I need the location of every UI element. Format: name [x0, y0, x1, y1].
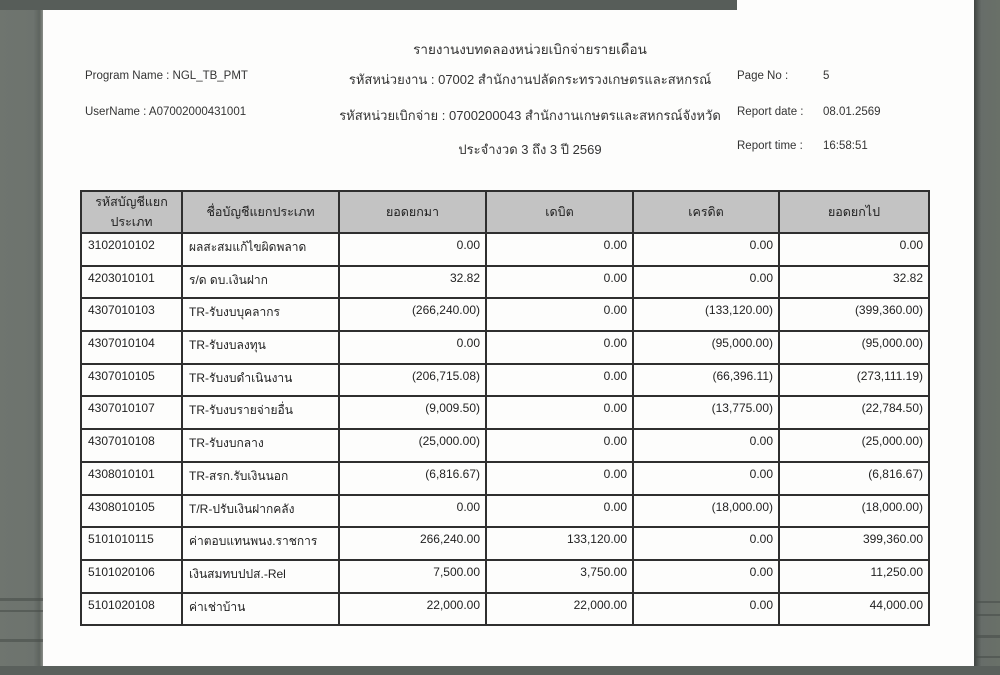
cell-credit: (13,775.00): [633, 396, 779, 429]
cell-balance-bf: 266,240.00: [339, 527, 486, 560]
header-balance-bf: ยอดยกมา: [339, 191, 486, 233]
program-name-line: Program Name : NGL_TB_PMT: [85, 70, 248, 82]
cell-account-code: 4307010108: [81, 429, 182, 462]
report-date-value: 08.01.2569: [823, 106, 881, 118]
cell-credit: 0.00: [633, 593, 779, 626]
cell-debit: 0.00: [486, 331, 633, 364]
scan-background-right: [974, 0, 1000, 675]
cell-credit: 0.00: [633, 266, 779, 299]
cell-credit: (133,120.00): [633, 298, 779, 331]
cell-balance-cf: (95,000.00): [779, 331, 929, 364]
cell-balance-cf: 0.00: [779, 233, 929, 266]
report-title: รายงานงบทดลองหน่วยเบิกจ่ายรายเดือน: [413, 42, 647, 57]
trial-balance-table: [80, 190, 930, 626]
username-line: UserName : A07002000431001: [85, 106, 247, 118]
header-debit: เดบิต: [486, 191, 633, 233]
cell-account-code: 4308010105: [81, 495, 182, 528]
cell-account-code: 3102010102: [81, 233, 182, 266]
report-time-value: 16:58:51: [823, 140, 868, 152]
cell-debit: 0.00: [486, 462, 633, 495]
scan-background-bottom: [0, 666, 1000, 675]
agency-code-line: รหัสหน่วยงาน : 07002 สำนักงานปลัดกระทรวงเกษตรและสหกรณ์: [348, 72, 712, 87]
scan-background-left: [0, 0, 43, 675]
cell-balance-cf: 44,000.00: [779, 593, 929, 626]
cell-debit: 133,120.00: [486, 527, 633, 560]
cell-credit: (66,396.11): [633, 364, 779, 397]
cell-account-name: ค่าเช่าบ้าน: [182, 593, 339, 626]
cell-balance-bf: 32.82: [339, 266, 486, 299]
cell-balance-bf: 7,500.00: [339, 560, 486, 593]
cell-balance-cf: (399,360.00): [779, 298, 929, 331]
trial-balance-table-container: [80, 190, 930, 626]
cell-account-code: 4307010103: [81, 298, 182, 331]
header-account-name: ชื่อบัญชีแยกประเภท: [182, 191, 339, 233]
header-balance-cf: ยอดยกไป: [779, 191, 929, 233]
page-no-value: 5: [823, 70, 830, 82]
cell-debit: 0.00: [486, 233, 633, 266]
table-row: [81, 298, 929, 331]
table-row: [81, 462, 929, 495]
report-time-label: Report time :: [737, 140, 803, 152]
cell-balance-bf: 22,000.00: [339, 593, 486, 626]
cell-account-name: T/R-ปรับเงินฝากคลัง: [182, 495, 339, 528]
scan-artifact: [974, 614, 1000, 616]
report-date-label: Report date :: [737, 106, 804, 118]
cell-debit: 0.00: [486, 364, 633, 397]
cell-account-name: TR-รับงบดำเนินงาน: [182, 364, 339, 397]
cell-account-name: TR-สรก.รับเงินนอก: [182, 462, 339, 495]
cell-account-name: ร/ด ดบ.เงินฝาก: [182, 266, 339, 299]
table-body: [81, 233, 929, 625]
scan-artifact: [974, 601, 1000, 603]
cell-debit: 0.00: [486, 298, 633, 331]
cell-debit: 0.00: [486, 495, 633, 528]
cell-debit: 0.00: [486, 429, 633, 462]
cell-account-code: 4307010107: [81, 396, 182, 429]
cell-account-name: ผลสะสมแก้ไขผิดพลาด: [182, 233, 339, 266]
cell-account-name: ค่าตอบแทนพนง.ราชการ: [182, 527, 339, 560]
cell-balance-cf: 399,360.00: [779, 527, 929, 560]
cell-balance-bf: 0.00: [339, 233, 486, 266]
cell-account-code: 5101010115: [81, 527, 182, 560]
table-header-row: [81, 191, 929, 233]
period-line: ประจำงวด 3 ถึง 3 ปี 2569: [458, 142, 602, 157]
table-row: [81, 266, 929, 299]
scan-artifact: [974, 656, 1000, 658]
cell-debit: 3,750.00: [486, 560, 633, 593]
scan-artifact: [0, 598, 43, 601]
table-row: [81, 560, 929, 593]
cell-account-code: 5101020108: [81, 593, 182, 626]
cell-balance-bf: 0.00: [339, 331, 486, 364]
table-row: [81, 593, 929, 626]
cell-account-name: TR-รับงบบุคลากร: [182, 298, 339, 331]
cell-credit: 0.00: [633, 527, 779, 560]
cell-debit: 0.00: [486, 266, 633, 299]
cell-credit: 0.00: [633, 462, 779, 495]
cell-balance-cf: (273,111.19): [779, 364, 929, 397]
page-no-label: Page No :: [737, 70, 789, 82]
cell-balance-bf: (206,715.08): [339, 364, 486, 397]
table-row: [81, 429, 929, 462]
cell-balance-bf: (6,816.67): [339, 462, 486, 495]
header-account-code: รหัสบัญชีแยกประเภท: [81, 191, 182, 233]
table-header: [81, 191, 929, 233]
scan-artifact: [974, 635, 1000, 638]
cell-credit: 0.00: [633, 233, 779, 266]
scan-background-top: [0, 0, 737, 10]
cell-balance-bf: (266,240.00): [339, 298, 486, 331]
cell-account-name: TR-รับงบรายจ่ายอื่น: [182, 396, 339, 429]
cell-debit: 0.00: [486, 396, 633, 429]
cell-balance-cf: (6,816.67): [779, 462, 929, 495]
cell-balance-cf: (25,000.00): [779, 429, 929, 462]
table-row: [81, 396, 929, 429]
table-row: [81, 364, 929, 397]
cell-account-name: เงินสมทบปปส.-Rel: [182, 560, 339, 593]
cell-account-name: TR-รับงบกลาง: [182, 429, 339, 462]
cell-account-code: 5101020106: [81, 560, 182, 593]
cell-balance-bf: 0.00: [339, 495, 486, 528]
header-credit: เครดิต: [633, 191, 779, 233]
cell-credit: (18,000.00): [633, 495, 779, 528]
cell-account-code: 4307010104: [81, 331, 182, 364]
scan-artifact: [0, 639, 43, 642]
cell-account-name: TR-รับงบลงทุน: [182, 331, 339, 364]
cell-balance-cf: (22,784.50): [779, 396, 929, 429]
cell-balance-cf: (18,000.00): [779, 495, 929, 528]
cell-account-code: 4307010105: [81, 364, 182, 397]
cell-balance-cf: 32.82: [779, 266, 929, 299]
table-row: [81, 233, 929, 266]
cell-credit: 0.00: [633, 560, 779, 593]
table-row: [81, 495, 929, 528]
table-row: [81, 527, 929, 560]
table-row: [81, 331, 929, 364]
cell-debit: 22,000.00: [486, 593, 633, 626]
cell-account-code: 4308010101: [81, 462, 182, 495]
cell-account-code: 4203010101: [81, 266, 182, 299]
scan-artifact: [0, 610, 43, 612]
cell-credit: (95,000.00): [633, 331, 779, 364]
cell-balance-bf: (25,000.00): [339, 429, 486, 462]
cell-credit: 0.00: [633, 429, 779, 462]
cell-balance-bf: (9,009.50): [339, 396, 486, 429]
cell-balance-cf: 11,250.00: [779, 560, 929, 593]
disbursing-unit-line: รหัสหน่วยเบิกจ่าย : 0700200043 สำนักงานเกษตรและสหกรณ์จังหวัด: [339, 108, 721, 123]
